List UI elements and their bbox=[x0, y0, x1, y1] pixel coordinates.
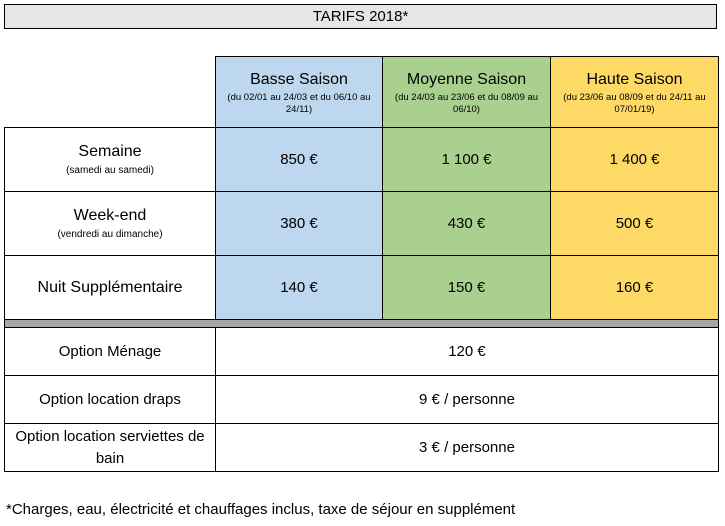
row-label-cell bbox=[5, 128, 216, 192]
season-name: Haute Saison bbox=[586, 70, 683, 88]
table-title: TARIFS 2018* bbox=[4, 4, 717, 29]
price-cell: 380 € bbox=[216, 192, 383, 256]
empty-corner-cell bbox=[5, 57, 216, 128]
price-cell: 1 100 € bbox=[383, 128, 551, 192]
row-label-cell bbox=[5, 256, 216, 320]
row-label: Semaine bbox=[78, 143, 142, 160]
table-row bbox=[5, 128, 719, 192]
table-row bbox=[5, 192, 719, 256]
option-row bbox=[5, 328, 719, 376]
table-row bbox=[5, 256, 719, 320]
season-header-moyenne bbox=[383, 57, 551, 128]
option-value: 9 € / personne bbox=[216, 376, 719, 424]
season-header-haute bbox=[551, 57, 719, 128]
separator-row bbox=[5, 320, 719, 328]
season-dates: (du 23/06 au 08/09 et du 24/11 au 07/01/19) bbox=[563, 91, 706, 115]
price-cell: 150 € bbox=[383, 256, 551, 320]
row-sublabel: (vendredi au dimanche) bbox=[57, 229, 163, 240]
option-value: 120 € bbox=[216, 328, 719, 376]
row-label-cell bbox=[5, 192, 216, 256]
season-dates: (du 02/01 au 24/03 et du 06/10 au 24/11) bbox=[227, 91, 371, 115]
season-name: Moyenne Saison bbox=[406, 70, 527, 88]
season-header-row bbox=[5, 57, 719, 128]
separator-bar bbox=[5, 320, 719, 328]
season-name: Basse Saison bbox=[250, 70, 348, 88]
option-row bbox=[5, 424, 719, 472]
row-sublabel: (samedi au samedi) bbox=[66, 165, 154, 176]
option-label: Option location draps bbox=[5, 376, 216, 424]
option-row bbox=[5, 376, 719, 424]
row-label: Week-end bbox=[73, 207, 147, 224]
row-label: Nuit Supplémentaire bbox=[37, 278, 183, 296]
price-cell: 1 400 € bbox=[551, 128, 719, 192]
season-dates: (du 24/03 au 23/06 et du 08/09 au 06/10) bbox=[394, 91, 539, 115]
option-label: Option Ménage bbox=[5, 328, 216, 376]
price-cell: 850 € bbox=[216, 128, 383, 192]
price-cell: 140 € bbox=[216, 256, 383, 320]
season-header-basse bbox=[216, 57, 383, 128]
tariff-table bbox=[4, 56, 719, 472]
footnote: *Charges, eau, électricité et chauffages inclus, taxe de séjour en supplément bbox=[6, 501, 516, 518]
option-label: Option location serviettes de bain bbox=[5, 424, 216, 472]
price-cell: 430 € bbox=[383, 192, 551, 256]
price-cell: 160 € bbox=[551, 256, 719, 320]
price-cell: 500 € bbox=[551, 192, 719, 256]
option-value: 3 € / personne bbox=[216, 424, 719, 472]
